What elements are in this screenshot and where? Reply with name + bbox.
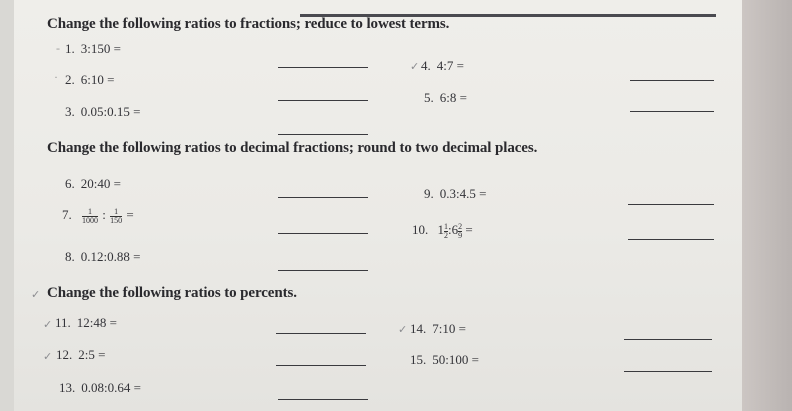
question-13: 13. 0.08:0.64 = bbox=[59, 380, 141, 395]
answer-blank-13[interactable] bbox=[278, 399, 368, 400]
question-5: 5. 6:8 = bbox=[424, 90, 467, 105]
answer-blank-7[interactable] bbox=[278, 233, 368, 234]
background-surface bbox=[742, 0, 792, 411]
answer-blank-14[interactable] bbox=[624, 339, 712, 340]
question-12: 12. 2:5 = bbox=[56, 347, 106, 362]
check-icon: ✓ bbox=[31, 288, 41, 301]
answer-blank-4[interactable] bbox=[630, 80, 714, 81]
section-heading-fractions: Change the following ratios to fractions; reduce to lowest terms. bbox=[47, 16, 450, 32]
answer-blank-11[interactable] bbox=[276, 333, 366, 334]
pencil-mark: · bbox=[54, 70, 58, 84]
check-icon: ✓ bbox=[43, 350, 53, 363]
question-8: 8. 0.12:0.88 = bbox=[65, 249, 141, 264]
answer-blank-1[interactable] bbox=[278, 67, 368, 68]
worksheet-page bbox=[14, 0, 742, 411]
check-icon: ✓ bbox=[398, 323, 408, 336]
question-9: 9. 0.3:4.5 = bbox=[424, 186, 487, 201]
check-icon: ✓ bbox=[410, 60, 420, 73]
question-2: 2. 6:10 = bbox=[65, 72, 115, 87]
question-7: 7. $\frac{1}{1000}$ : $\frac{1}{150}$ = bbox=[62, 206, 134, 225]
pencil-mark: - bbox=[56, 41, 60, 55]
answer-blank-9[interactable] bbox=[628, 204, 714, 205]
question-1: 1. 3:150 = bbox=[65, 41, 121, 56]
answer-blank-5[interactable] bbox=[630, 111, 714, 112]
question-4: 4. 4:7 = bbox=[421, 58, 464, 73]
question-3: 3. 0.05:0.15 = bbox=[65, 104, 141, 119]
answer-blank-3[interactable] bbox=[278, 134, 368, 135]
answer-blank-6[interactable] bbox=[278, 197, 368, 198]
answer-blank-2[interactable] bbox=[278, 100, 368, 101]
question-10: 10. 1 $\frac{1}{2}:6$ $\frac{2}{9}$ = bbox=[412, 221, 473, 240]
question-15: 15. 50:100 = bbox=[410, 352, 479, 367]
answer-blank-15[interactable] bbox=[624, 371, 712, 372]
section-heading-decimals: Change the following ratios to decimal fractions; round to two decimal places. bbox=[47, 140, 538, 156]
question-14: 14. 7:10 = bbox=[410, 321, 466, 336]
check-icon: ✓ bbox=[43, 318, 53, 331]
answer-blank-10[interactable] bbox=[628, 239, 714, 240]
section-heading-percents: Change the following ratios to percents. bbox=[47, 285, 297, 301]
answer-blank-12[interactable] bbox=[276, 365, 366, 366]
question-6: 6. 20:40 = bbox=[65, 176, 121, 191]
answer-blank-8[interactable] bbox=[278, 270, 368, 271]
question-11: 11. 12:48 = bbox=[55, 315, 117, 330]
